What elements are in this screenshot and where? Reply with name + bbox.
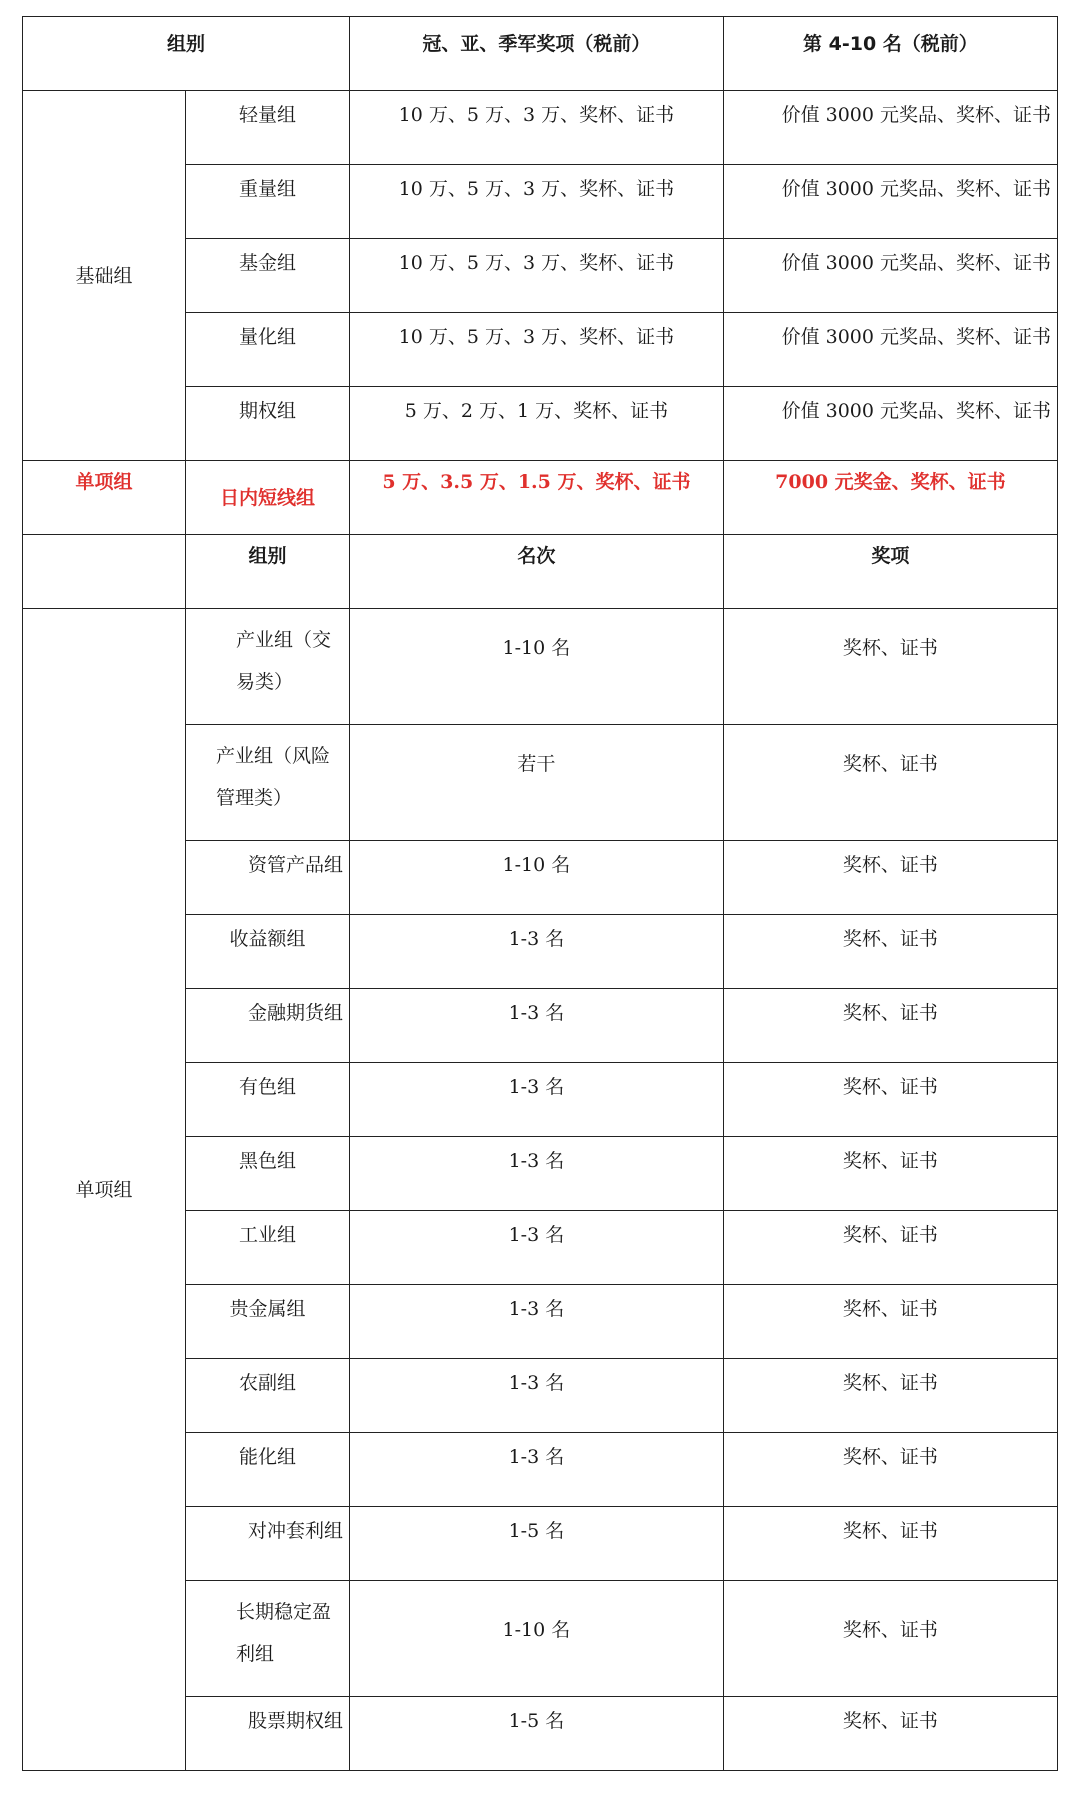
place4to10-prize: 价值 3000 元奖品、奖杯、证书 bbox=[723, 91, 1057, 165]
rank: 1-10 名 bbox=[350, 1581, 724, 1697]
rank: 1-10 名 bbox=[350, 841, 724, 915]
header-group: 组别 bbox=[23, 17, 350, 91]
award: 奖杯、证书 bbox=[723, 1697, 1057, 1771]
group-name: 黑色组 bbox=[185, 1137, 349, 1211]
place4to10-prize: 价值 3000 元奖品、奖杯、证书 bbox=[723, 239, 1057, 313]
award: 奖杯、证书 bbox=[723, 1359, 1057, 1433]
rank: 1-3 名 bbox=[350, 1285, 724, 1359]
highlight-group-name: 日内短线组 bbox=[185, 461, 349, 535]
group-name: 资管产品组 bbox=[185, 841, 349, 915]
table-row bbox=[23, 91, 1058, 165]
top3-prize: 10 万、5 万、3 万、奖杯、证书 bbox=[350, 313, 724, 387]
header2-empty bbox=[23, 535, 186, 609]
award: 奖杯、证书 bbox=[723, 1507, 1057, 1581]
award: 奖杯、证书 bbox=[723, 725, 1057, 841]
rank: 1-3 名 bbox=[350, 1211, 724, 1285]
group-name: 基金组 bbox=[185, 239, 349, 313]
highlight-row bbox=[23, 461, 1058, 535]
rank: 1-5 名 bbox=[350, 1507, 724, 1581]
header2-group: 组别 bbox=[185, 535, 349, 609]
group-name: 有色组 bbox=[185, 1063, 349, 1137]
highlight-group-label: 单项组 bbox=[23, 461, 186, 535]
rank: 1-5 名 bbox=[350, 1697, 724, 1771]
award: 奖杯、证书 bbox=[723, 1433, 1057, 1507]
award: 奖杯、证书 bbox=[723, 609, 1057, 725]
rank: 若干 bbox=[350, 725, 724, 841]
table-row bbox=[23, 609, 1058, 725]
place4to10-prize: 价值 3000 元奖品、奖杯、证书 bbox=[723, 165, 1057, 239]
group-name: 工业组 bbox=[185, 1211, 349, 1285]
group-name: 股票期权组 bbox=[185, 1697, 349, 1771]
award: 奖杯、证书 bbox=[723, 841, 1057, 915]
single-group-label: 单项组 bbox=[23, 609, 186, 1771]
rank: 1-3 名 bbox=[350, 1137, 724, 1211]
award: 奖杯、证书 bbox=[723, 915, 1057, 989]
rank: 1-3 名 bbox=[350, 1433, 724, 1507]
header-row-2 bbox=[23, 535, 1058, 609]
group-name: 产业组（风险管理类） bbox=[185, 725, 349, 841]
award: 奖杯、证书 bbox=[723, 1285, 1057, 1359]
group-name: 对冲套利组 bbox=[185, 1507, 349, 1581]
header-top3: 冠、亚、季军奖项（税前） bbox=[350, 17, 724, 91]
group-name: 长期稳定盈利组 bbox=[185, 1581, 349, 1697]
header-row bbox=[23, 17, 1058, 91]
group-name: 农副组 bbox=[185, 1359, 349, 1433]
place4to10-prize: 价值 3000 元奖品、奖杯、证书 bbox=[723, 313, 1057, 387]
rank: 1-3 名 bbox=[350, 1063, 724, 1137]
highlight-place4to10-prize: 7000 元奖金、奖杯、证书 bbox=[723, 461, 1057, 535]
rank: 1-3 名 bbox=[350, 989, 724, 1063]
group-name: 收益额组 bbox=[185, 915, 349, 989]
basic-group-label: 基础组 bbox=[23, 91, 186, 461]
top3-prize: 10 万、5 万、3 万、奖杯、证书 bbox=[350, 91, 724, 165]
header2-rank: 名次 bbox=[350, 535, 724, 609]
group-name: 产业组（交易类） bbox=[185, 609, 349, 725]
top3-prize: 10 万、5 万、3 万、奖杯、证书 bbox=[350, 165, 724, 239]
rank: 1-3 名 bbox=[350, 915, 724, 989]
award: 奖杯、证书 bbox=[723, 989, 1057, 1063]
header-place4to10: 第 4-10 名（税前） bbox=[723, 17, 1057, 91]
header2-award: 奖项 bbox=[723, 535, 1057, 609]
rank: 1-10 名 bbox=[350, 609, 724, 725]
group-name: 重量组 bbox=[185, 165, 349, 239]
group-name: 期权组 bbox=[185, 387, 349, 461]
top3-prize: 5 万、2 万、1 万、奖杯、证书 bbox=[350, 387, 724, 461]
highlight-top3-prize: 5 万、3.5 万、1.5 万、奖杯、证书 bbox=[350, 461, 724, 535]
top3-prize: 10 万、5 万、3 万、奖杯、证书 bbox=[350, 239, 724, 313]
prize-table bbox=[22, 16, 1058, 1771]
group-name: 量化组 bbox=[185, 313, 349, 387]
group-name: 金融期货组 bbox=[185, 989, 349, 1063]
award: 奖杯、证书 bbox=[723, 1137, 1057, 1211]
group-name: 能化组 bbox=[185, 1433, 349, 1507]
award: 奖杯、证书 bbox=[723, 1581, 1057, 1697]
award: 奖杯、证书 bbox=[723, 1063, 1057, 1137]
place4to10-prize: 价值 3000 元奖品、奖杯、证书 bbox=[723, 387, 1057, 461]
group-name: 轻量组 bbox=[185, 91, 349, 165]
group-name: 贵金属组 bbox=[185, 1285, 349, 1359]
award: 奖杯、证书 bbox=[723, 1211, 1057, 1285]
rank: 1-3 名 bbox=[350, 1359, 724, 1433]
